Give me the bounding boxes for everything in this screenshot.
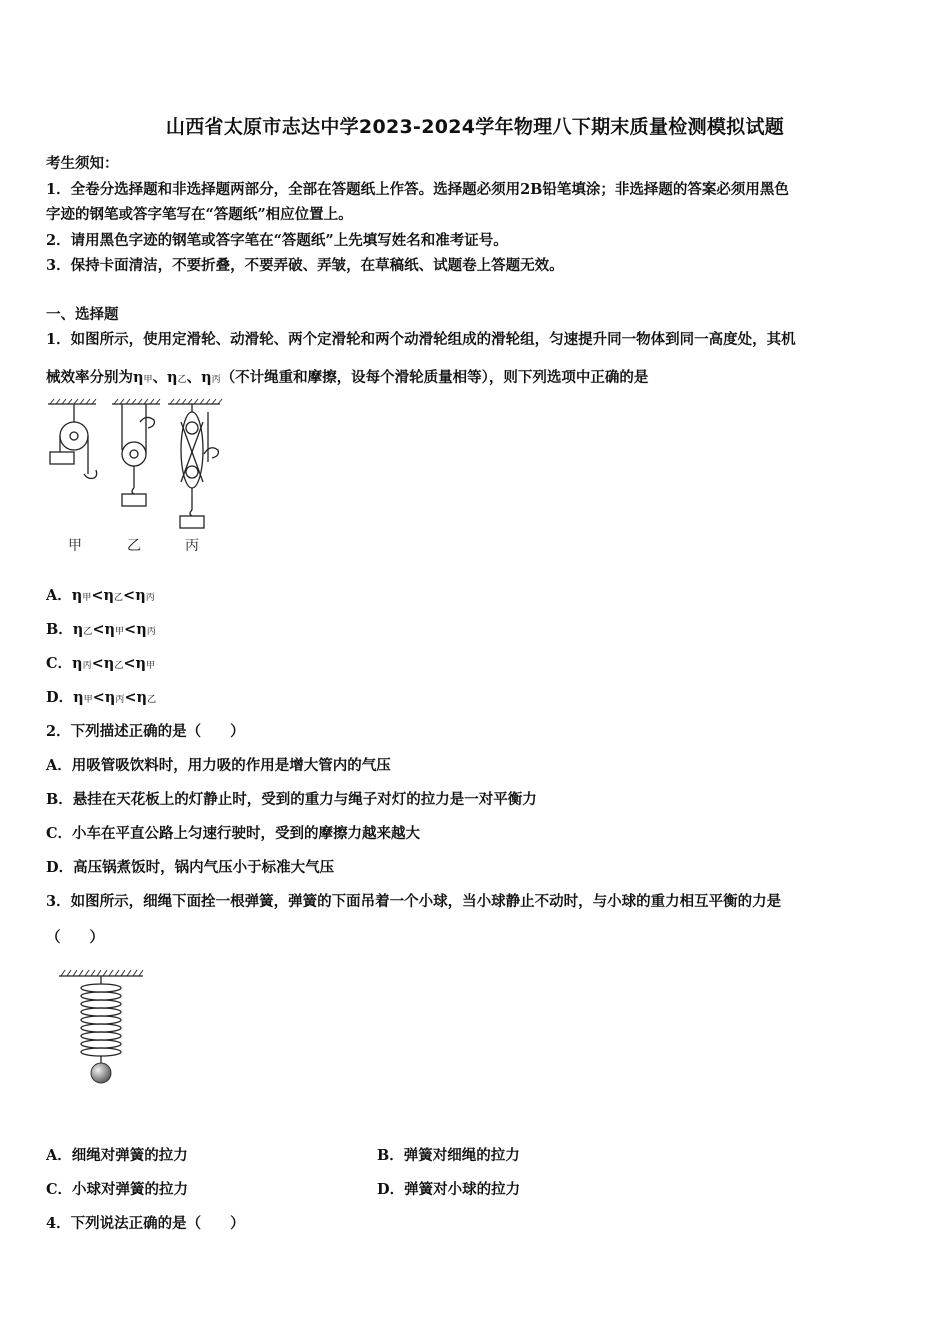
q3-option-b[interactable]: B．弹簧对细绳的拉力	[377, 1147, 520, 1164]
spring	[81, 984, 121, 1056]
q1-option-a[interactable]: A．η甲<η乙<η丙	[46, 587, 155, 604]
pulley-figure	[40, 392, 230, 560]
page-title: 山西省太原市志达中学2023-2024学年物理八下期末质量检测模拟试题	[165, 116, 785, 138]
ball	[91, 1063, 111, 1083]
pulley-block-bing	[181, 412, 203, 488]
weight-bing	[180, 516, 204, 528]
q1-stem-line1: 1．如图所示，使用定滑轮、动滑轮、两个定滑轮和两个动滑轮组成的滑轮组，匀速提升同一物体到同一高度处，其机	[46, 331, 796, 348]
q3-stem-line1: 3．如图所示，细绳下面拴一根弹簧，弹簧的下面吊着一个小球，当小球静止不动时，与小球的重力相互平衡的力是	[46, 893, 782, 910]
q1-option-b[interactable]: B．η乙<η甲<η丙	[46, 621, 156, 638]
weight-yi	[122, 494, 146, 506]
q2-option-b[interactable]: B．悬挂在天花板上的灯静止时，受到的重力与绳子对灯的拉力是一对平衡力	[46, 791, 537, 808]
q1-stem-line2: 械效率分别为η甲、η乙、η丙（不计绳重和摩擦，设每个滑轮质量相等），则下列选项中正确的是	[46, 369, 649, 386]
figure-label-bing: 丙	[185, 538, 199, 554]
movable-pulley-yi	[122, 442, 146, 466]
hand-bing	[204, 448, 218, 458]
notice-heading: 考生须知：	[46, 155, 119, 172]
fixed-pulley-jia	[60, 422, 88, 450]
q2-option-d[interactable]: D．高压锅煮饭时，锅内气压小于标准大气压	[46, 859, 335, 876]
section-heading-choice: 一、选择题	[46, 306, 119, 323]
q3-option-a[interactable]: A．细绳对弹簧的拉力	[46, 1147, 188, 1164]
notice-item-2: 2．请用黑色字迹的钢笔或答字笔在“答题纸”上先填写姓名和准考证号。	[46, 232, 508, 249]
q3-option-d[interactable]: D．弹簧对小球的拉力	[377, 1181, 521, 1198]
q1-option-d[interactable]: D．η甲<η丙<η乙	[46, 689, 157, 706]
notice-item-1: 1．全卷分选择题和非选择题两部分，全部在答题纸上作答。选择题必须用2B铅笔填涂；非选择题的答案必须用黑色	[46, 181, 789, 198]
figure-label-jia: 甲	[68, 538, 82, 554]
q2-option-a[interactable]: A．用吸管吸饮料时，用力吸的作用是增大管内的气压	[46, 757, 391, 774]
figure-label-yi: 乙	[127, 538, 141, 554]
q2-stem: 2．下列描述正确的是（ ）	[46, 723, 245, 740]
q3-option-c[interactable]: C．小球对弹簧的拉力	[46, 1181, 189, 1198]
q4-stem: 4．下列说法正确的是（ ）	[46, 1215, 245, 1232]
hand-yi	[140, 417, 154, 428]
notice-item-3: 3．保持卡面清洁，不要折叠，不要弄破、弄皱，在草稿纸、试题卷上答题无效。	[46, 257, 564, 274]
notice-item-1-cont: 字迹的钢笔或答字笔写在“答题纸”相应位置上。	[46, 206, 353, 223]
hand-jia	[84, 470, 97, 479]
weight-jia	[50, 452, 74, 464]
spring-figure	[55, 966, 147, 1086]
q3-stem-line2: （ ）	[46, 929, 104, 946]
q2-option-c[interactable]: C．小车在平直公路上匀速行驶时，受到的摩擦力越来越大	[46, 825, 421, 842]
q1-option-c[interactable]: C．η丙<η乙<η甲	[46, 655, 156, 672]
